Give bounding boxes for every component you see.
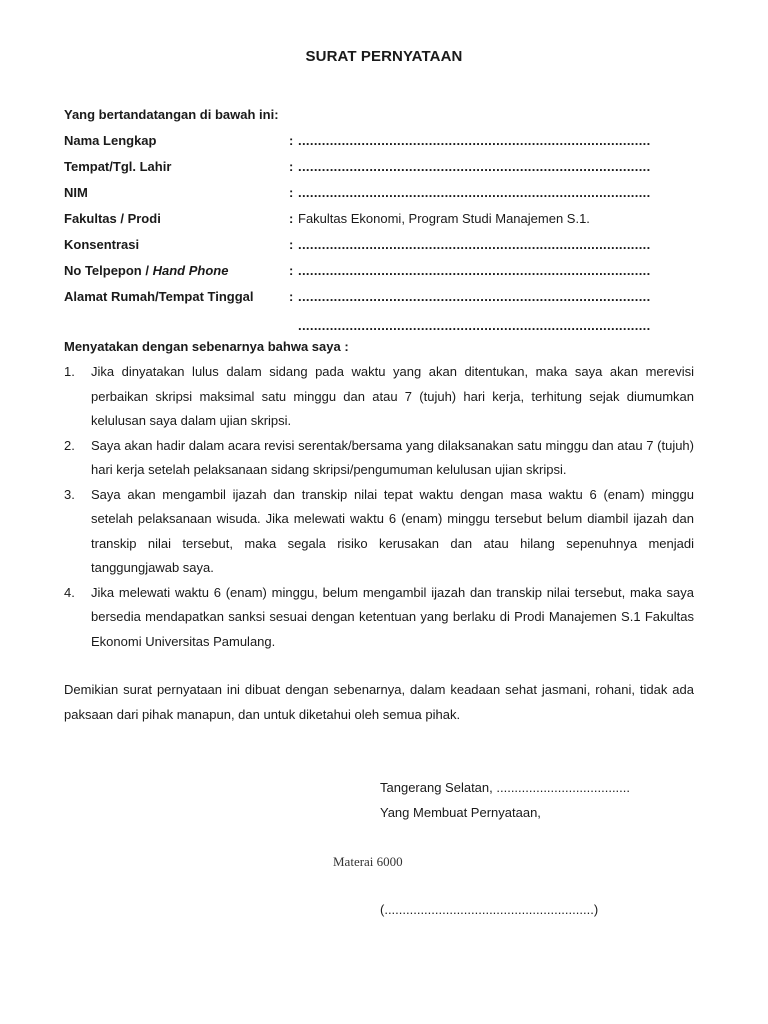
list-number: 2. [64,437,75,453]
document-title: SURAT PERNYATAAN [305,48,463,65]
field-blank: ......................................................................................... [298,318,651,333]
signature-place-date: Tangerang Selatan, ..................................... [380,780,631,795]
stamp-duty-label: Materai 6000 [333,854,403,869]
field-colon: : [289,237,294,252]
list-text: Saya akan hadir dalam acara revisi serentak/bersama yang dilaksanakan satu minggu dan atau 7 (tujuh) hari kerja setelah pelaksanaan sidang skripsi/pengumuman kelulusan ujian skripsi. [91,437,694,477]
field-label: Tempat/Tgl. Lahir [64,159,172,174]
field-blank: ......................................................................................... [298,263,651,278]
list-item [64,483,694,581]
field-value: Fakultas Ekonomi, Program Studi Manajemen S.1. [298,211,590,226]
list-number: 1. [64,364,75,379]
field-nim [64,180,704,206]
field-tempat-tgl-lahir [64,154,704,180]
field-colon: : [289,133,294,148]
list-number: 4. [64,584,75,600]
field-label-plain: No Telpepon / [64,263,153,278]
declaration-heading: Menyatakan dengan sebenarnya bahwa saya : [64,339,349,354]
field-colon: : [289,185,294,200]
declaration-list [64,360,694,654]
list-item [64,581,694,655]
list-number: 3. [64,486,75,502]
list-text: Jika melewati waktu 6 (enam) minggu, belum mengambil ijazah dan transkip nilai tersebut, maka saya bersedia mendapatkan sanksi sesuai dengan ketentuan yang berlaku di Prodi Manajemen S.1 Fakultas Ekonomi Universitas Pamulang. [91,584,694,649]
field-colon: : [289,289,294,304]
field-label [64,258,228,284]
list-item [64,360,694,434]
field-label: Konsentrasi [64,237,140,252]
field-blank: ......................................................................................... [298,289,651,304]
field-blank: ......................................................................................... [298,159,651,174]
field-blank: ......................................................................................... [298,133,651,148]
closing-paragraph: Demikian surat pernyataan ini dibuat dengan sebenarnya, dalam keadaan sehat jasmani, rohani, tidak ada paksaan dari pihak manapun, dan untuk diketahui oleh semua pihak. [64,682,694,722]
field-label: Nama Lengkap [64,133,157,148]
intro-text: Yang bertandatangan di bawah ini: [64,107,279,122]
field-colon: : [289,263,294,278]
field-alamat-continuation [64,310,704,336]
field-label: NIM [64,185,88,200]
signature-maker-label: Yang Membuat Pernyataan, [380,805,541,820]
field-blank: ......................................................................................... [298,185,651,200]
list-text: Jika dinyatakan lulus dalam sidang pada waktu yang akan ditentukan, maka saya akan merevisi perbaikan skripsi maksimal satu minggu dan atau 7 (tujuh) hari kerja, terhitung sejak diumumkan kelulusan saya dalam ujian skripsi. [91,364,694,428]
field-label-italic: Hand Phone [152,263,229,278]
field-konsentrasi [64,232,704,258]
field-fakultas-prodi [64,206,704,232]
field-colon: : [289,211,294,226]
list-text: Saya akan mengambil ijazah dan transkip nilai tepat waktu dengan masa waktu 6 (enam) minggu setelah pelaksanaan wisuda. Jika melewati waktu 6 (enam) minggu tersebut belum diambil ijazah dan transkip nilai tersebut, maka segala risiko kerusakan dan atau hilang sepenuhnya menjadi tanggungjawab saya. [91,486,694,575]
field-colon: : [289,159,294,174]
field-label: Alamat Rumah/Tempat Tinggal [64,289,254,304]
identity-fields [64,128,704,336]
signature-name-line: (..........................................................) [380,902,599,917]
list-item [64,434,694,483]
field-nama-lengkap [64,128,704,154]
field-alamat [64,284,704,310]
field-no-telepon [64,258,704,284]
field-blank: ......................................................................................... [298,237,651,252]
field-label: Fakultas / Prodi [64,211,161,226]
